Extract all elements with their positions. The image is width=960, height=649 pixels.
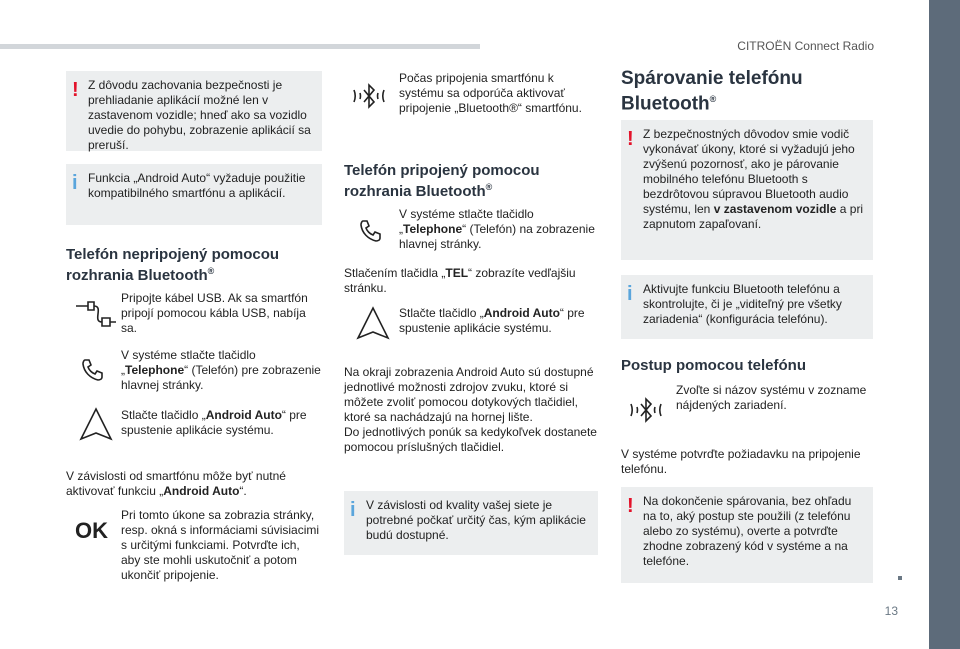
usb-instruction: Pripojte kábel USB. Ak sa smartfón pripojí pomocou kábla USB, nabíja sa. [121,291,308,335]
audio-sources-text: Na okraji zobrazenia Android Auto sú dostupné jednotlivé možnosti zdrojov zvuku, ktoré si môžete zvoliť pomocou dotykových tlačidiel, ktoré sa nachádzajú na hornej lište. [344,365,594,424]
android-auto-icon [78,406,114,442]
phone-handset-icon [358,218,384,244]
info-text: Aktivujte funkciu Bluetooth telefónu a skontrolujte, či je „viditeľný pre všetky zariadenia“ (konfigurácia telefónu). [643,282,842,326]
menus-text: Do jednotlivých ponúk sa kedykoľvek dostanete pomocou príslušných tlačidiel. [344,425,597,454]
info-icon: i [627,283,633,305]
warning-note [621,487,873,583]
tel-instruction: Stlačením tlačidla „TEL“ zobrazíte vedľajšiu stránku. [344,266,576,295]
info-note [621,275,873,339]
header-title: CITROËN Connect Radio [737,39,874,53]
info-icon: i [350,499,356,521]
warning-note [66,71,322,151]
warning-note [621,120,873,260]
usb-cable-icon [72,296,118,330]
warning-text: Na dokončenie spárovania, bez ohľadu na to, aký postup ste použili (z telefónu alebo zo systému), overte a potvrďte zhodne zobrazený kód v systéme a na telefóne. [643,494,852,568]
android-auto-icon [355,305,391,341]
ok-instruction: Pri tomto úkone sa zobrazia stránky, resp. okná s informáciami súvisiacimi s určitými funkciami. Potvrďte ich, aby ste mohli uskutočniť a potom ukončiť pripojenie. [121,508,320,582]
select-system-instruction: Zvoľte si názov systému v zozname nájdených zariadení. [676,383,867,412]
section-heading: Postup pomocou telefónu [621,357,806,374]
telephone-instruction: V systéme stlačte tlačidlo „Telephone“ (Telefón) na zobrazenie hlavnej stránky. [399,207,595,251]
page-marker [898,576,902,580]
warning-icon: ! [627,128,634,150]
header-rule [0,44,480,49]
warning-icon: ! [72,79,79,101]
confirm-instruction: V systéme potvrďte požiadavku na pripojenie telefónu. [621,447,861,476]
android-auto-instruction: Stlačte tlačidlo „Android Auto“ pre spustenie aplikácie systému. [399,306,585,335]
warning-text: Z dôvodu zachovania bezpečnosti je prehliadanie aplikácií možné len v zastavenom vozidle; hneď ako sa vozidlo uvedie do pohybu, zobrazenie aplikácií sa preruší. [88,78,311,152]
telephone-instruction: V systéme stlačte tlačidlo „Telephone“ (Telefón) pre zobrazenie hlavnej stránky. [121,348,321,392]
info-text: V závislosti od kvality vašej siete je potrebné počkať určitý čas, kým aplikácie budú dostupné. [366,498,586,542]
warning-icon: ! [627,495,634,517]
section-heading: Spárovanie telefónu Bluetooth® [621,68,803,115]
phone-handset-icon [80,357,106,383]
info-text: Funkcia „Android Auto“ vyžaduje použitie kompatibilného smartfónu a aplikácií. [88,171,306,200]
section-heading: Telefón nepripojený pomocou rozhrania Bluetooth® [66,246,280,284]
bluetooth-instruction: Počas pripojenia smartfónu k systému sa odporúča aktivovať pripojenie „Bluetooth®“ smartfónu. [399,71,582,115]
page-number: 13 [884,604,898,618]
ok-icon: OK [75,518,108,543]
info-note [66,164,322,225]
info-icon: i [72,172,78,194]
bluetooth-icon [351,76,387,116]
section-heading: Telefón pripojený pomocou rozhrania Bluetooth® [344,162,540,200]
android-auto-instruction: Stlačte tlačidlo „Android Auto“ pre spustenie aplikácie systému. [121,408,307,437]
warning-text: Z bezpečnostných dôvodov smie vodič vykonávať úkony, ktoré si vyžadujú jeho zvýšenú pozornosť, ako je párovanie mobilného telefónu Bluetooth s bezdrôtovou súpravou Bluetooth audio systému, len v zastavenom vozidle a pri zapnutom zapaľovaní. [643,127,864,231]
page-sidebar [929,0,960,649]
activation-note: V závislosti od smartfónu môže byť nutné aktivovať funkciu „Android Auto“. [66,469,286,498]
bluetooth-icon [628,390,664,430]
info-note [344,491,598,555]
